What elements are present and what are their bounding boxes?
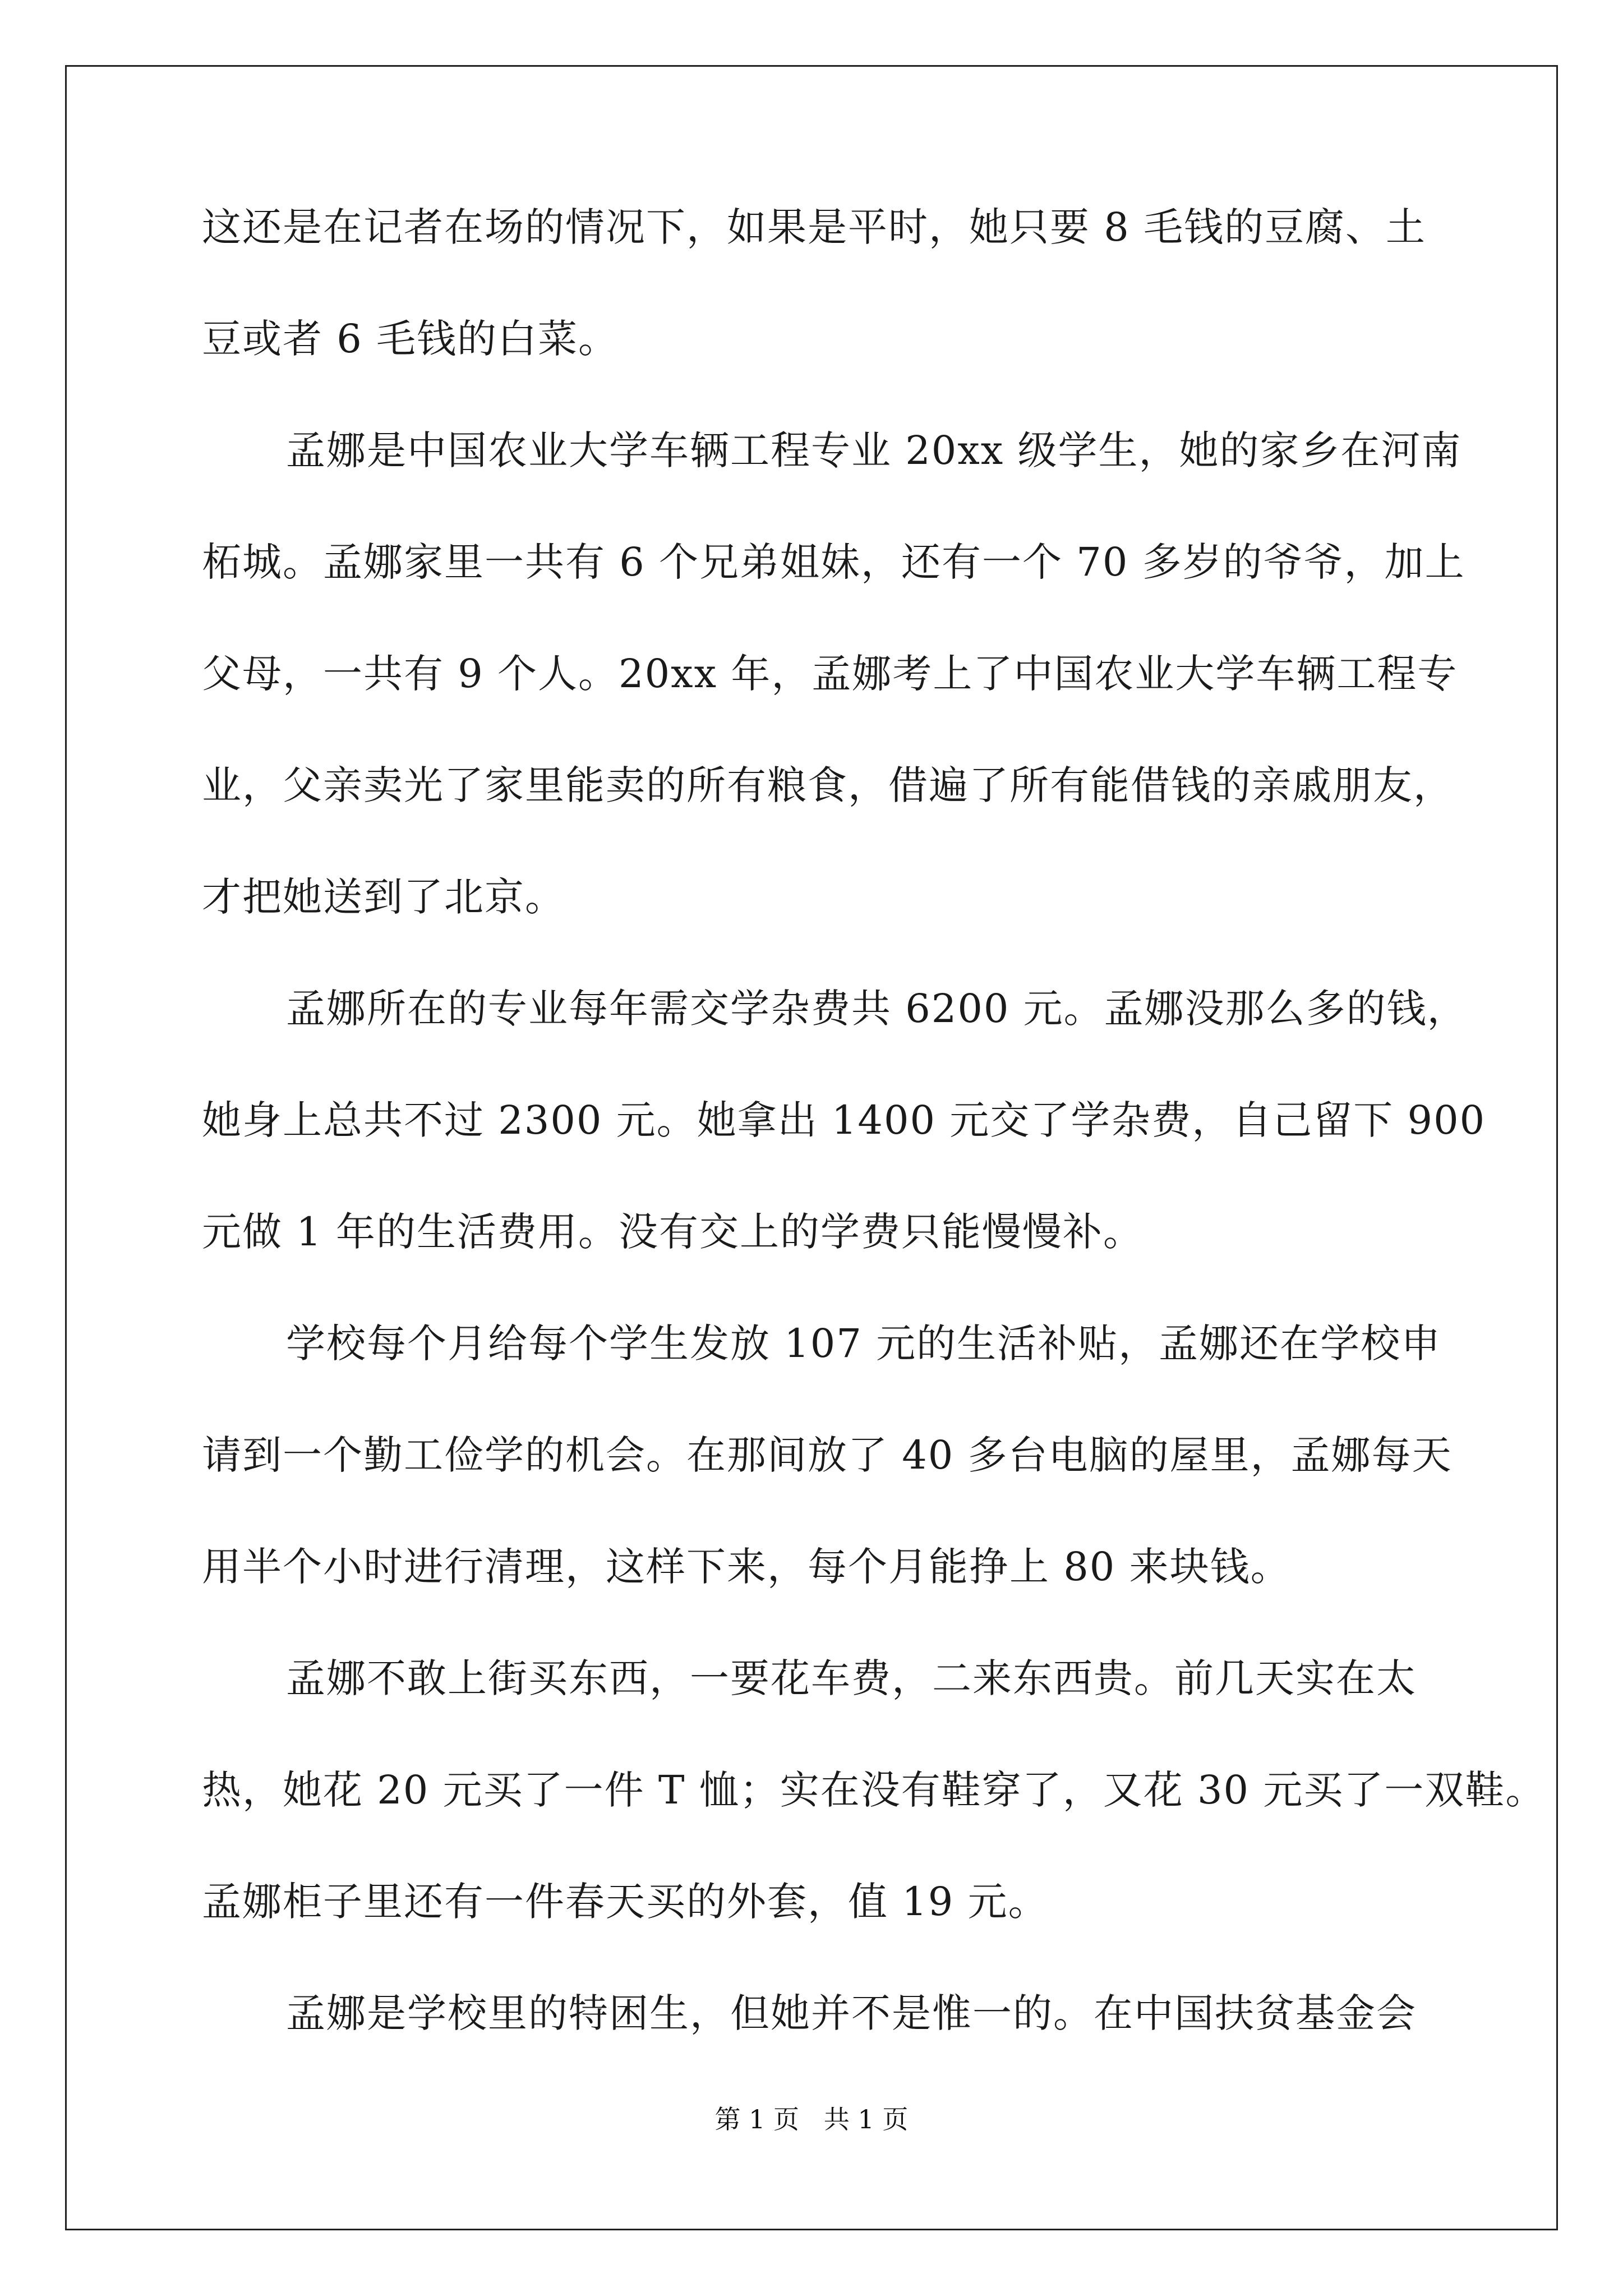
text-line: 业，父亲卖光了家里能卖的所有粮食，借遍了所有能借钱的亲戚朋友，	[202, 762, 1454, 808]
text-line: 父母，一共有 9 个人。20xx 年，孟娜考上了中国农业大学车辆工程专	[202, 651, 1458, 697]
document-body	[202, 204, 1546, 2105]
text-line: 请到一个勤工俭学的机会。在那间放了 40 多台电脑的屋里，孟娜每天	[202, 1432, 1453, 1478]
paragraph-start-line: 孟娜是中国农业大学车辆工程专业 20xx 级学生，她的家乡在河南	[286, 427, 1462, 473]
paragraph-start-line: 孟娜所在的专业每年需交学杂费共 6200 元。孟娜没那么多的钱，	[286, 986, 1468, 1032]
text-line: 柘城。孟娜家里一共有 6 个兄弟姐妹，还有一个 70 多岁的爷爷，加上	[202, 539, 1465, 585]
text-line: 用半个小时进行清理，这样下来，每个月能挣上 80 来块钱。	[202, 1544, 1291, 1590]
text-line: 豆或者 6 毛钱的白菜。	[202, 316, 619, 362]
paragraph-start-line: 学校每个月给每个学生发放 107 元的生活补贴，孟娜还在学校申	[286, 1320, 1442, 1366]
text-line: 元做 1 年的生活费用。没有交上的学费只能慢慢补。	[202, 1209, 1144, 1255]
text-line: 这还是在记者在场的情况下，如果是平时，她只要 8 毛钱的豆腐、土	[202, 204, 1427, 250]
text-line: 她身上总共不过 2300 元。她拿出 1400 元交了学杂费，自己留下 900	[202, 1097, 1486, 1143]
paragraph-start-line: 孟娜不敢上街买东西，一要花车费，二来东西贵。前几天实在太	[286, 1655, 1417, 1701]
paragraph-start-line: 孟娜是学校里的特困生，但她并不是惟一的。在中国扶贫基金会	[286, 1990, 1417, 2036]
page-number-footer: 第 1 页 共 1 页	[714, 2104, 909, 2134]
text-line: 孟娜柜子里还有一件春天买的外套，值 19 元。	[202, 1879, 1049, 1925]
text-line: 才把她送到了北京。	[202, 874, 565, 920]
text-line: 热，她花 20 元买了一件 T 恤；实在没有鞋穿了，又花 30 元买了一双鞋。	[202, 1767, 1546, 1813]
